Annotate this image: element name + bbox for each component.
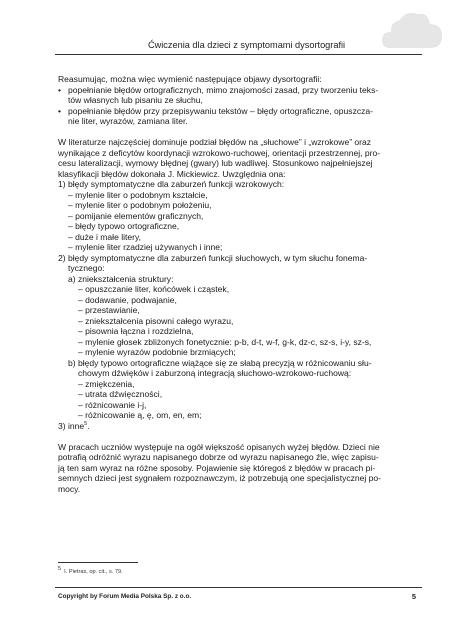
footnote-divider (58, 562, 138, 563)
footnote-marker: 5 (84, 420, 88, 427)
paragraph-line: ją ten sam wyraz na różne sposoby. Pojawienie się któregoś z błędów w pracach pi- (58, 462, 376, 473)
paragraph-line: cesu lateralizacji, wymowy błędnej (gwary) lub wadliwej. Stosunkowo najpełniejszej (58, 158, 373, 168)
sub-item: – utrata dźwięczności, (78, 389, 163, 399)
header-divider (55, 54, 422, 55)
sub-item: – pomijanie elementów graficznych, (68, 210, 204, 221)
sub-item: – mylenie wyrazów podobnie brzmiących; (78, 347, 236, 357)
paragraph-line: semnych dzieci jest sygnałem rozpoznawczym, iż potrzebują one specjalistycznej po- (58, 473, 382, 483)
intro-line: Reasumując, można więc wymienić następujące objawy dysortografii: (58, 74, 322, 84)
sub-item: – zmiękczenia, (78, 378, 135, 389)
copyright-text: Copyright by Forum Media Polska Sp. z o.o. (58, 593, 192, 600)
sub-item: – mylenie głosek zbliżonych fonetycznie: p-b, d-t, w-f, g-k, dz-c, sz-s, i-y, sz-s, (78, 336, 372, 347)
footer-divider (55, 587, 422, 588)
bullet-item-cont: tów własnych lub pisaniu ze słuchu, (68, 95, 203, 105)
sub-item: – zniekształcenia pisowni całego wyrazu, (78, 315, 234, 326)
list-item-cont: tycznego: (68, 263, 105, 273)
bullet-item: • popełnianie błędów ortograficznych, mimo znajomości zasad, przy tworzeniu teks- (58, 84, 379, 95)
main-text (58, 74, 398, 494)
sub-item: – duże i małe litery, (68, 231, 141, 242)
sub-item: – dodawanie, podwajanie, (78, 294, 177, 305)
paragraph-line: wynikające z deficytów koordynacji wzrokowo-ruchowej, orientacji przestrzennej, pro- (58, 147, 381, 158)
page-number: 5 (411, 592, 416, 601)
sublist-heading: b) błędy typowo ortograficzne wiążące się ze słabą precyzją w różnicowaniu słu- (68, 357, 372, 368)
sub-item: – opuszczanie liter, końcówek i cząstek, (78, 284, 230, 294)
bullet-item-cont: nie liter, wyrazów, zamiana liter. (68, 116, 188, 126)
paragraph-line: klasyfikacji błędów dokonała J. Mickiewicz. Uwzględnia ona: (58, 168, 286, 179)
sub-item: – różnicowanie ą, ę, om, en, em; (78, 410, 202, 420)
cloud-icon (380, 8, 444, 52)
footnote: 5 I. Pietras, op. cit., s. 79. (58, 566, 123, 575)
bullet-item: • popełnianie błędów przy przepisywaniu tekstów – błędy ortograficzne, opuszcza- (58, 105, 374, 116)
list-item: 2) błędy symptomatyczne dla zaburzeń funkcji słuchowych, w tym słuchu fonema- (58, 252, 368, 263)
sub-item: – przestawianie, (78, 305, 140, 315)
paragraph-line: W literaturze najczęściej dominuje podział błędów na „słuchowe” i „wzrokowe” oraz (58, 137, 372, 147)
header-title: Ćwiczenia dla dzieci z symptomami dysortografii (148, 40, 346, 50)
paragraph-line: potrafią odróżnić wyrazu napisanego dobrze od wyrazu napisanego źle, więc zapisu- (58, 452, 379, 462)
sub-item: – różnicowanie i-j, (78, 399, 147, 410)
sub-item: – mylenie liter o podobnym położeniu, (68, 200, 212, 210)
list-item: 1) błędy symptomatyczne dla zaburzeń funkcji wzrokowych: (58, 179, 285, 189)
paragraph-line: W pracach uczniów występuje na ogół większość opisanych wyżej błędów. Dzieci nie (58, 441, 380, 452)
paragraph-line: mocy. (58, 483, 81, 494)
sublist-heading-cont: chowym dźwięków i zaburzoną integracją słuchowo-wzrokowo-ruchową: (78, 368, 352, 378)
sub-item: – pisownia łączna i rozdzielna, (78, 326, 194, 336)
sublist-heading: a) zniekształcenia struktury: (68, 273, 174, 284)
list-item: 3) inne$^5$. (58, 420, 90, 431)
sub-item: – mylenie liter rzadziej używanych i inne; (68, 242, 223, 252)
sub-item: – mylenie liter o podobnym kształcie, (68, 189, 208, 200)
sub-item: – błędy typowo ortograficzne, (68, 221, 180, 231)
